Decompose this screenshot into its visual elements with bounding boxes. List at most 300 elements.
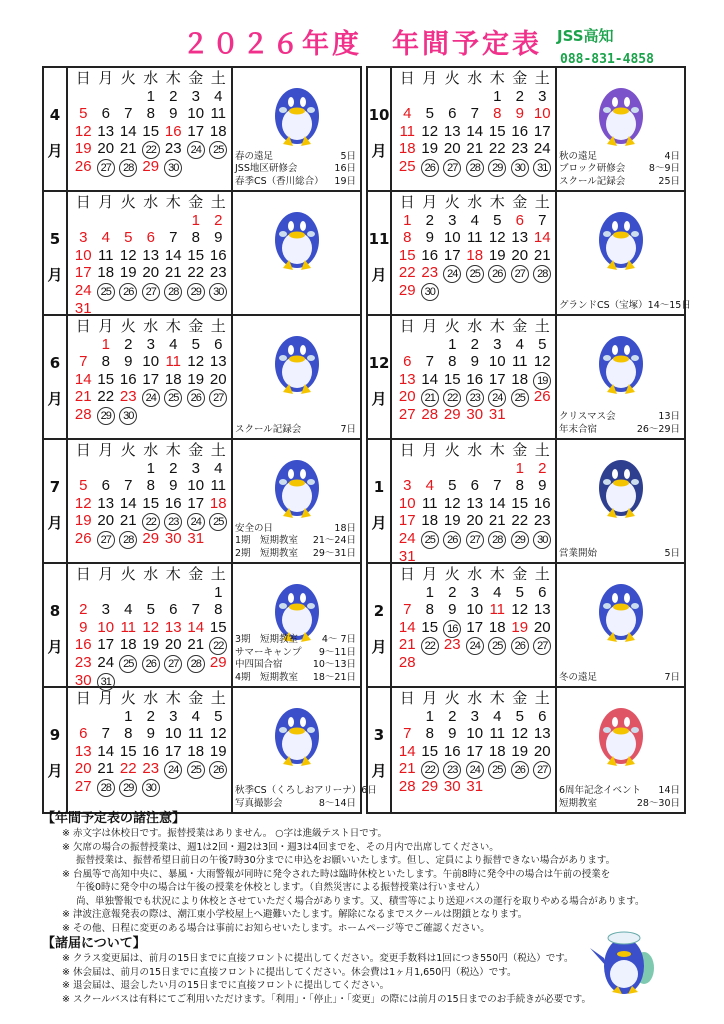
weekday-label: 火 (120, 317, 136, 335)
day: 8 (425, 725, 434, 743)
day: 21 (97, 760, 115, 778)
holiday-day: 15 (398, 246, 416, 264)
day: 13 (533, 725, 551, 743)
test-day (95, 282, 118, 300)
empty-day (396, 88, 419, 106)
day-number: 24 (488, 389, 506, 407)
day: 2 (169, 87, 178, 105)
month-label (44, 68, 68, 190)
weekday-header (396, 566, 555, 584)
holiday-day: 29 (142, 157, 160, 175)
weekday-label: 木 (489, 441, 505, 459)
day: 3 (493, 335, 502, 353)
day: 10 (187, 105, 205, 123)
day-number: 25 (187, 761, 205, 779)
test-day (140, 512, 163, 530)
day: 10 (488, 353, 506, 371)
day: 24 (97, 653, 115, 671)
day: 17 (466, 618, 484, 636)
empty-day (207, 158, 230, 176)
day-number: 24 (187, 513, 205, 531)
day: 12 (443, 494, 461, 512)
holiday-day: 26 (74, 157, 92, 175)
empty-day (486, 282, 509, 300)
day: 2 (448, 707, 457, 725)
event-name: 秋季CS（くろしおアリーナ） (235, 785, 362, 796)
test-day (95, 672, 118, 690)
weekday-label: 木 (489, 565, 505, 583)
holiday-day: 28 (74, 405, 92, 423)
empty-day (419, 336, 442, 354)
week-row (396, 158, 555, 176)
day: 21 (119, 140, 137, 158)
month-block-9 (44, 688, 377, 812)
week-row (72, 619, 231, 637)
event-item (235, 176, 356, 189)
day: 17 (443, 246, 461, 264)
event-name: 春の遠足 (235, 150, 274, 162)
day: 11 (466, 229, 483, 247)
day: 18 (187, 742, 205, 760)
week-row (72, 406, 231, 424)
forms-item: ※ 休会届は、前月の15日までに直接フロントに提出してください。休会費は1ヶ月1,650円（税込）です。 (62, 966, 517, 978)
month-kanji: 月 (371, 266, 387, 284)
day: 9 (470, 353, 479, 371)
week-row (72, 601, 231, 619)
test-day (531, 264, 554, 282)
holiday-day: 14 (533, 229, 551, 247)
day: 17 (97, 636, 115, 654)
day: 9 (425, 229, 434, 247)
holiday-day: 31 (466, 777, 484, 795)
day: 2 (448, 583, 457, 601)
event-date: 13日 (658, 411, 680, 422)
holiday-day: 6 (515, 211, 524, 229)
weekday-label: 月 (422, 193, 438, 211)
day-number: 26 (209, 761, 227, 779)
empty-day (464, 654, 487, 672)
empty-day (162, 212, 185, 230)
empty-day (531, 778, 554, 796)
test-day (207, 388, 230, 406)
month-label (368, 192, 392, 314)
day-number: 21 (421, 389, 439, 407)
holiday-day: 23 (443, 636, 461, 654)
empty-day (72, 336, 95, 354)
event-item (559, 176, 680, 189)
day: 6 (169, 601, 178, 619)
day-number: 28 (164, 283, 182, 301)
event-item (235, 798, 356, 811)
day: 16 (421, 246, 439, 264)
day: 5 (425, 105, 434, 123)
month-events-panel (557, 192, 691, 314)
test-day (95, 530, 118, 548)
holiday-day: 7 (79, 353, 88, 371)
event-list (559, 299, 691, 313)
week-row (396, 123, 555, 141)
event-item (235, 659, 356, 672)
day: 7 (191, 601, 200, 619)
day: 15 (421, 742, 439, 760)
test-day (207, 512, 230, 530)
day-number: 26 (443, 531, 461, 549)
holiday-day: 27 (74, 777, 92, 795)
day: 23 (164, 140, 182, 158)
month-events-panel (557, 440, 684, 562)
calendar-left-column (42, 66, 377, 814)
month-kanji: 月 (47, 142, 63, 160)
event-date: 5日 (340, 150, 356, 162)
test-day (509, 388, 532, 406)
weekday-label: 金 (188, 565, 204, 583)
day: 8 (124, 725, 133, 743)
day-number: 25 (97, 283, 115, 301)
empty-day (140, 212, 163, 230)
day: 9 (538, 477, 547, 495)
penguin-dancing-icon (257, 74, 337, 150)
test-day (531, 530, 554, 548)
week-row (72, 336, 231, 354)
penguin-hakama-icon (581, 446, 661, 522)
week-row (72, 477, 231, 495)
event-date: 19日 (334, 175, 356, 187)
day-number: 30 (209, 283, 227, 301)
notes-item: 午後0時に発令中の場合は午後の授業を休校とします。（自然災害による振替授業は行いません） (76, 882, 486, 893)
event-name: 4期 短期教室 (235, 671, 299, 683)
day: 6 (448, 105, 457, 123)
week-row (72, 778, 231, 796)
day: 12 (511, 601, 529, 619)
empty-day (207, 300, 230, 318)
test-day (162, 512, 185, 530)
weekday-label: 月 (422, 689, 438, 707)
day: 4 (214, 459, 223, 477)
day: 16 (164, 494, 182, 512)
weekday-label: 金 (512, 689, 528, 707)
week-row (396, 743, 555, 761)
day: 2 (146, 707, 155, 725)
test-day (509, 530, 532, 548)
month-number: 10 (368, 106, 390, 124)
day: 16 (142, 742, 160, 760)
weekday-label: 金 (512, 441, 528, 459)
week-row (72, 743, 231, 761)
holiday-day: 13 (74, 742, 92, 760)
day: 18 (421, 512, 439, 530)
test-day (531, 371, 554, 389)
week-row (72, 371, 231, 389)
empty-day (396, 460, 419, 478)
day: 18 (511, 370, 529, 388)
test-day (464, 264, 487, 282)
day: 18 (209, 122, 227, 140)
day-number: 27 (164, 655, 182, 673)
month-events-panel (557, 564, 684, 686)
test-day (140, 140, 163, 158)
holiday-day: 24 (74, 281, 92, 299)
weekday-label: 日 (75, 689, 91, 707)
day-number: 24 (164, 761, 182, 779)
holiday-day: 11 (165, 353, 182, 371)
holiday-day: 10 (74, 246, 92, 264)
weekday-label: 金 (188, 441, 204, 459)
weekday-header (72, 70, 231, 88)
week-row (396, 140, 555, 158)
week-row (72, 300, 231, 318)
holiday-day: 23 (142, 760, 160, 778)
week-row (72, 229, 231, 247)
event-name: 年末合宿 (559, 423, 598, 435)
day: 5 (515, 707, 524, 725)
event-item (559, 548, 680, 561)
holiday-day: 7 (403, 725, 412, 743)
day: 11 (97, 246, 114, 264)
day: 11 (511, 353, 528, 371)
holiday-day: 6 (403, 353, 412, 371)
notes-item: 振替授業は、振替希望日前日の午後7時30分までに申込をお願いいたします。但し、定員により振替できない場合があります。 (76, 855, 616, 866)
day: 24 (533, 140, 551, 158)
holiday-day: 21 (74, 388, 92, 406)
event-date: 9～11日 (318, 646, 356, 658)
notes-item: ※ 赤文字は休校日です。振替授業はありません。 ○字は進級テスト日です。 (62, 828, 387, 839)
day: 15 (119, 742, 137, 760)
test-day (185, 388, 208, 406)
week-row (72, 584, 231, 602)
holiday-day: 16 (74, 636, 92, 654)
holiday-day: 30 (466, 405, 484, 423)
day-number: 25 (209, 513, 227, 531)
calendar-right-column (366, 66, 691, 814)
day-number: 28 (466, 159, 484, 177)
holiday-day: 30 (443, 777, 461, 795)
day: 12 (187, 353, 205, 371)
month-block-12 (368, 316, 684, 440)
month-block-4 (44, 68, 360, 192)
day: 17 (142, 370, 160, 388)
empty-day (117, 212, 140, 230)
day-number: 25 (119, 655, 137, 673)
day: 11 (210, 105, 227, 123)
day: 11 (187, 725, 204, 743)
day: 4 (470, 211, 479, 229)
day: 13 (511, 229, 529, 247)
empty-day (162, 672, 185, 690)
test-day (509, 760, 532, 778)
month-events-panel (233, 68, 360, 190)
day-number: 22 (142, 513, 160, 531)
day: 21 (488, 512, 506, 530)
week-row (72, 760, 231, 778)
event-name: 短期教室 (559, 797, 598, 809)
month-number: 9 (49, 726, 61, 744)
day-number: 28 (187, 655, 205, 673)
weekday-label: 火 (444, 689, 460, 707)
day-number: 27 (97, 531, 115, 549)
event-date: 16日 (334, 163, 356, 174)
holiday-day: 30 (74, 671, 92, 689)
week-row (396, 654, 555, 672)
day: 1 (146, 87, 155, 105)
month-label (368, 564, 392, 686)
test-day (486, 264, 509, 282)
day: 8 (191, 229, 200, 247)
test-day (464, 388, 487, 406)
empty-day (207, 406, 230, 424)
weekday-label: 月 (98, 441, 114, 459)
day-number: 25 (488, 761, 506, 779)
holiday-day: 1 (403, 211, 412, 229)
empty-day (464, 88, 487, 106)
day: 17 (187, 494, 205, 512)
empty-day (117, 460, 140, 478)
month-calendar (392, 192, 557, 314)
month-label (44, 440, 68, 562)
day: 3 (169, 707, 178, 725)
empty-day (509, 282, 532, 300)
week-row (396, 548, 555, 566)
empty-day (162, 300, 185, 318)
day: 12 (209, 725, 227, 743)
day: 17 (187, 122, 205, 140)
event-date: 14～15日 (647, 299, 691, 311)
event-name: クリスマス会 (559, 411, 616, 422)
empty-day (72, 212, 95, 230)
day: 20 (164, 636, 182, 654)
test-day (207, 760, 230, 778)
month-block-8 (44, 564, 360, 688)
holiday-day: 10 (97, 618, 115, 636)
event-item (559, 411, 680, 424)
event-name: サマーキャンプ (235, 646, 302, 658)
day: 8 (214, 601, 223, 619)
weekday-label: 月 (422, 317, 438, 335)
week-row (396, 388, 555, 406)
month-kanji: 月 (371, 390, 387, 408)
weekday-label: 日 (75, 441, 91, 459)
event-name: 1期 短期教室 (235, 535, 299, 546)
event-date: 10～13日 (312, 659, 356, 670)
weekday-label: 月 (98, 565, 114, 583)
empty-day (95, 88, 118, 106)
event-name: JSS地区研修会 (235, 163, 298, 174)
weekday-header (72, 566, 231, 584)
event-list (559, 151, 680, 189)
weekday-label: 水 (143, 565, 159, 583)
forms-item: ※ スクールバスは有料にてご利用いただけます。「利用」・「停止」・「変更」の際には前月の15日までのお手続きが必要です。 (62, 993, 591, 1005)
holiday-day: 9 (515, 105, 524, 123)
day: 18 (164, 370, 182, 388)
day: 16 (533, 494, 551, 512)
holiday-day: 10 (398, 494, 416, 512)
weekday-label: 日 (75, 193, 91, 211)
holiday-day: 25 (398, 157, 416, 175)
test-day (117, 654, 140, 672)
weekday-header (72, 690, 231, 708)
month-number: 6 (49, 354, 61, 372)
week-row (396, 212, 555, 230)
test-day (486, 530, 509, 548)
day: 4 (515, 335, 524, 353)
holiday-day: 10 (533, 105, 551, 123)
day-number: 31 (533, 159, 551, 177)
empty-day (441, 654, 464, 672)
event-list (235, 785, 377, 810)
empty-day (509, 778, 532, 796)
day: 3 (146, 335, 155, 353)
holiday-day: 29 (142, 529, 160, 547)
day-number: 27 (142, 283, 160, 301)
month-kanji: 月 (47, 266, 63, 284)
day-number: 27 (466, 531, 484, 549)
month-calendar (68, 316, 233, 438)
weekday-label: 土 (534, 317, 550, 335)
week-row (396, 282, 555, 300)
week-row (396, 88, 555, 106)
week-row (72, 460, 231, 478)
event-list (235, 424, 356, 437)
empty-day (72, 584, 95, 602)
holiday-day: 26 (533, 388, 551, 406)
week-row (72, 512, 231, 530)
penguin-ehomaki-icon (581, 570, 661, 646)
test-day (531, 158, 554, 176)
test-day (464, 530, 487, 548)
day-number: 25 (421, 531, 439, 549)
day: 9 (214, 229, 223, 247)
day: 13 (97, 494, 115, 512)
day: 23 (533, 512, 551, 530)
day-number: 31 (97, 673, 115, 691)
day: 19 (488, 246, 506, 264)
holiday-day: 30 (164, 529, 182, 547)
holiday-day: 14 (398, 742, 416, 760)
month-number: 1 (373, 478, 385, 496)
day: 21 (164, 264, 182, 282)
event-date: 4日 (664, 150, 680, 162)
day-number: 24 (142, 389, 160, 407)
holiday-day: 13 (164, 618, 182, 636)
day: 9 (448, 601, 457, 619)
month-events-panel (233, 192, 360, 314)
week-row (396, 725, 555, 743)
holiday-day: 3 (403, 477, 412, 495)
day: 12 (511, 725, 529, 743)
month-events-panel (233, 564, 360, 686)
weekday-label: 水 (467, 193, 483, 211)
week-row (396, 371, 555, 389)
day: 10 (466, 725, 484, 743)
empty-day (419, 654, 442, 672)
notes-heading: 【年間予定表の諸注意】 (42, 811, 186, 826)
test-day (486, 760, 509, 778)
empty-day (441, 88, 464, 106)
month-block-6 (44, 316, 360, 440)
empty-day (509, 406, 532, 424)
week-row (396, 584, 555, 602)
empty-day (509, 548, 532, 566)
test-day (419, 530, 442, 548)
empty-day (419, 548, 442, 566)
day-number: 19 (533, 372, 551, 390)
day-number: 24 (443, 265, 461, 283)
week-row (72, 708, 231, 726)
day: 16 (466, 370, 484, 388)
day: 15 (142, 494, 160, 512)
holiday-day: 11 (120, 618, 137, 636)
holiday-day: 26 (74, 529, 92, 547)
day: 10 (443, 229, 461, 247)
